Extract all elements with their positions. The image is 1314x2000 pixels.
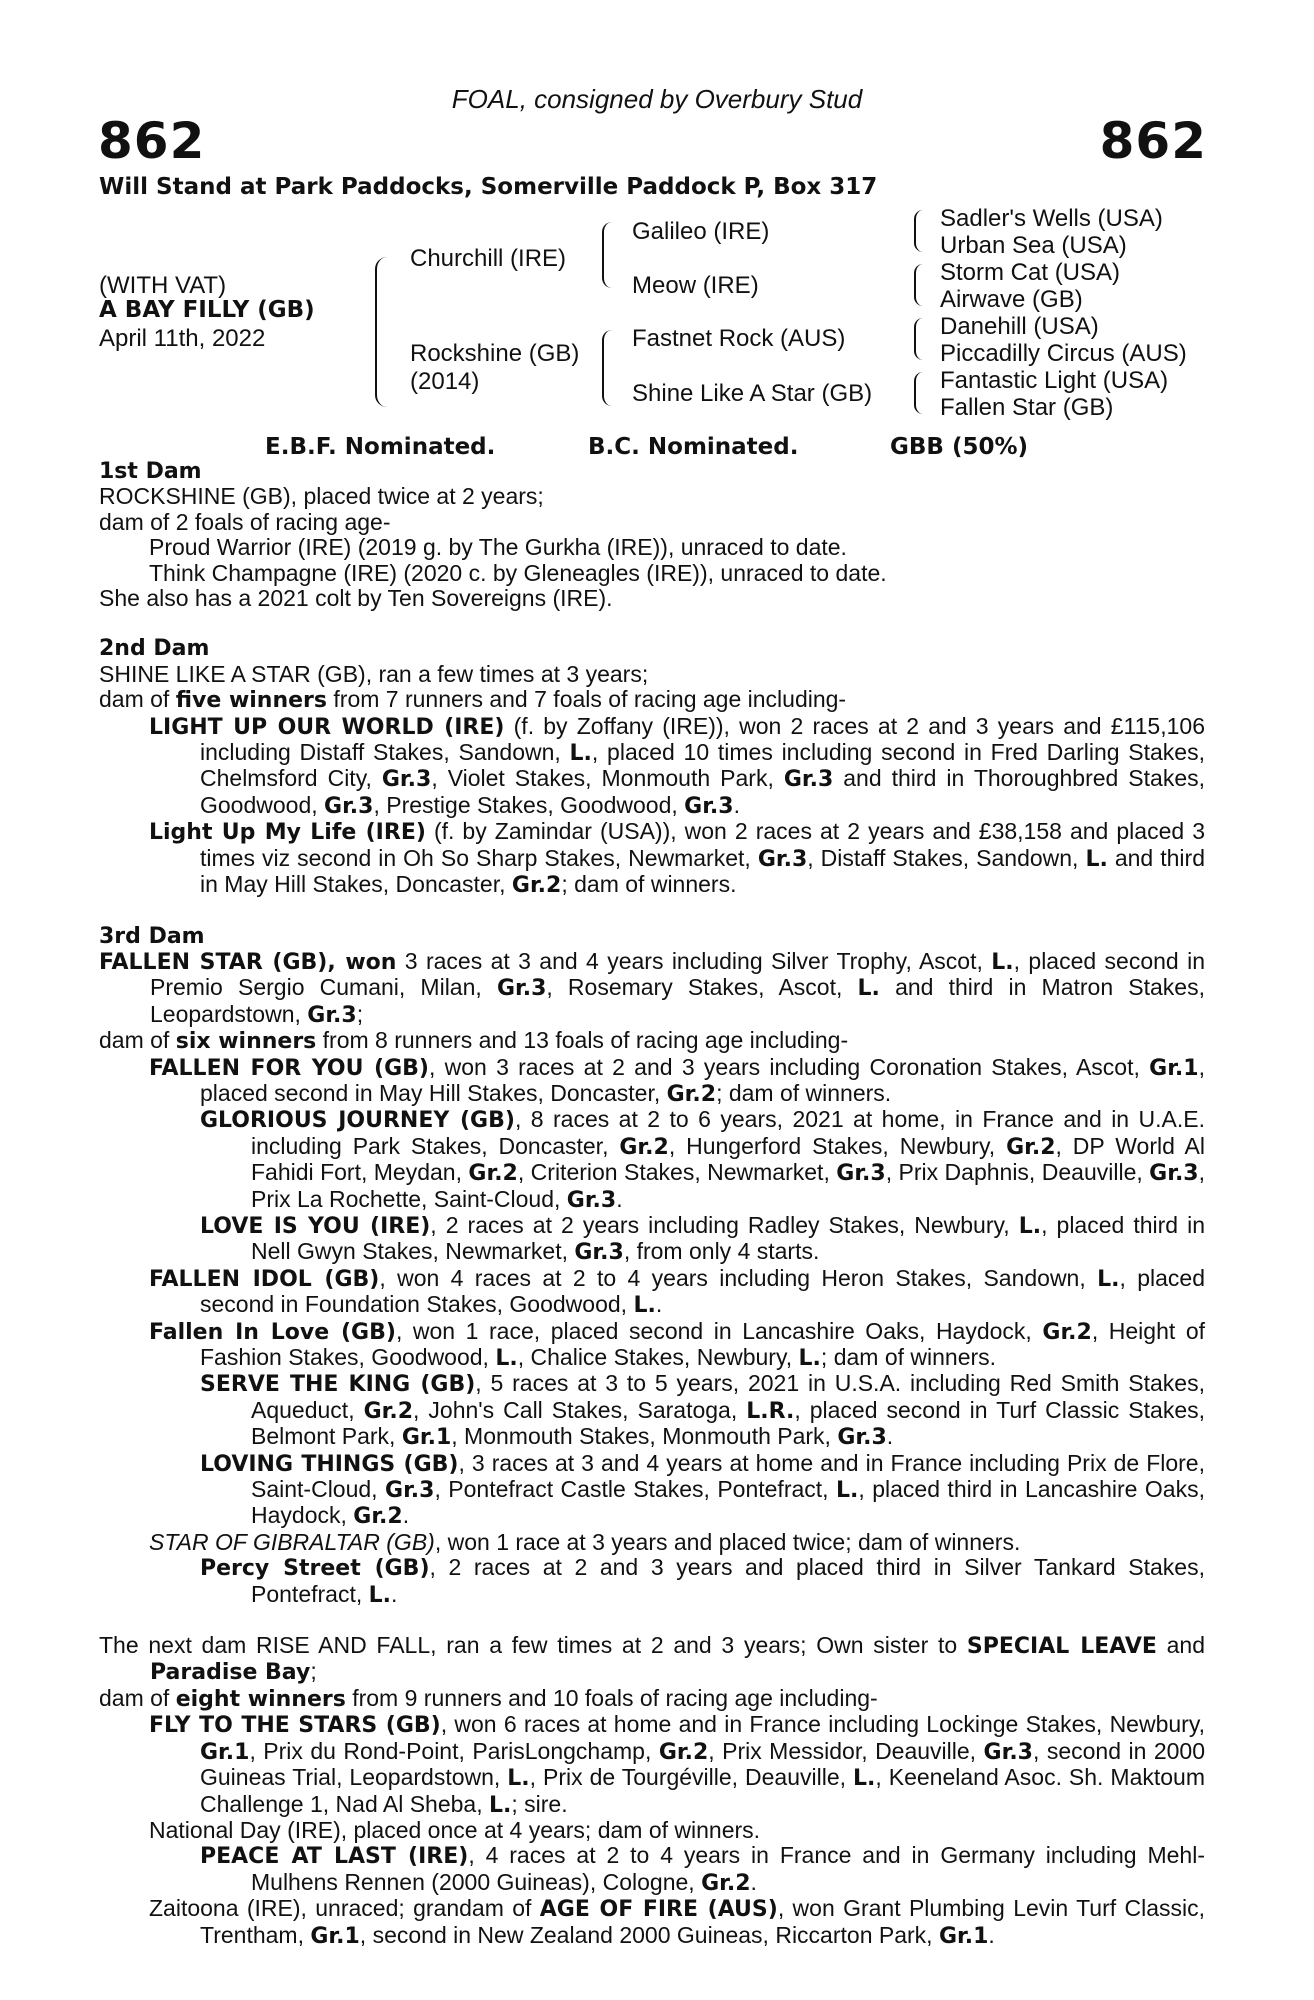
brace-g3-2 [914,264,923,306]
produce-entry: GLORIOUS JOURNEY (GB), 8 races at 2 to 6 years, 2021 at home, in France and in U.A.E. including Park Stakes, Doncaster, Gr.2, Hungerford Stakes, Newbury, Gr.2, DP World Al Fahidi Fort, Meydan, Gr.2, Criterion Stakes, Newmarket, Gr.3, Prix Daphnis, Deauville, Gr.3, Prix La Rochette, Saint-Cloud, Gr.3. [200,1106,1205,1213]
third-dam-record: FALLEN STAR (GB), won 3 races at 3 and 4 years including Silver Trophy, Ascot, L., placed second in Premio Sergio Cumani, Milan, Gr.3, Rosemary Stakes, Ascot, L. and third in Matron Stakes, Leopardstown, Gr.3; [99,947,1205,1028]
first-dam-record: ROCKSHINE (GB), placed twice at 2 years; [99,483,544,510]
horse-name: FLY TO THE STARS (GB) [149,1713,441,1739]
horse-name: LIGHT UP OUR WORLD (IRE) [149,714,505,740]
stand-location: Will Stand at Park Paddocks, Somerville Paddock P, Box 317 [99,174,878,200]
foaling-date: April 11th, 2022 [99,325,266,352]
second-dam-produce-intro: dam of five winners from 7 runners and 7 foals of racing age including- [99,686,847,714]
horse-name: Light Up My Life (IRE) [149,820,426,846]
next-dam-produce-intro: dam of eight winners from 9 runners and 10 foals of racing age including- [99,1684,878,1712]
produce-entry: PEACE AT LAST (IRE), 4 races at 2 to 4 years in France and in Germany including Mehl-Mulhens Rennen (2000 Guineas), Cologne, Gr.2. [200,1842,1205,1896]
horse-name: FALLEN IDOL (GB) [149,1266,380,1292]
produce-entry: Fallen In Love (GB), won 1 race, placed second in Lancashire Oaks, Haydock, Gr.2, Height of Fashion Stakes, Goodwood, L., Chalice Stakes, Newbury, L.; dam of winners. [149,1317,1206,1371]
sire: Churchill (IRE) [410,245,567,272]
brace-main [375,257,387,407]
gbb-rating: GBB (50%) [890,434,1029,460]
produce-entry: LOVING THINGS (GB), 3 races at 3 and 4 years at home and in France including Prix de Flore, Saint-Cloud, Gr.3, Pontefract Castle Stakes, Pontefract, L., placed third in Lancashire Oaks, Haydock, Gr.2. [200,1449,1205,1530]
horse-name: A BAY FILLY (GB) [99,297,315,323]
g3-ancestor: Storm Cat (USA) [940,259,1121,286]
produce-entry: Proud Warrior (IRE) (2019 g. by The Gurkha (IRE)), unraced to date. [149,534,847,561]
g3-ancestor: Sadler's Wells (USA) [940,205,1163,232]
horse-name: GLORIOUS JOURNEY (GB) [200,1108,515,1134]
horse-name: SERVE THE KING (GB) [200,1372,476,1398]
produce-entry: SERVE THE KING (GB), 5 races at 3 to 5 years, 2021 in U.S.A. including Red Smith Stakes, Aqueduct, Gr.2, John's Call Stakes, Saratoga, L.R., placed second in Turf Classic Stakes, Belmont Park, Gr.1, Monmouth Stakes, Monmouth Park, Gr.3. [200,1370,1205,1451]
ebf-nomination: E.B.F. Nominated. [265,434,496,460]
g3-ancestor: Urban Sea (USA) [940,232,1127,259]
brace-sire [602,222,612,288]
brace-g3-1 [914,210,923,252]
produce-entry: LOVE IS YOU (IRE), 2 races at 2 years including Radley Stakes, Newbury, L., placed third in Nell Gwyn Stakes, Newmarket, Gr.3, from only 4 starts. [200,1211,1205,1266]
produce-entry: LIGHT UP OUR WORLD (IRE) (f. by Zoffany (IRE)), won 2 races at 2 and 3 years and £115,106 including Distaff Stakes, Sandown, L., placed 10 times including second in Fred Darling Stakes, Chelmsford City, Gr.3, Violet Stakes, Monmouth Park, Gr.3 and third in Thoroughbred Stakes, Goodwood, Gr.3, Prestige Stakes, Goodwood, Gr.3. [149,712,1206,819]
g3-ancestor: Airwave (GB) [940,286,1083,313]
produce-entry: FLY TO THE STARS (GB), won 6 races at home and in France including Lockinge Stakes, Newbury, Gr.1, Prix du Rond-Point, ParisLongchamp, Gr.2, Prix Messidor, Deauville, Gr.3, second in 2000 Guineas Trial, Leopardstown, L., Prix de Tourgéville, Deauville, L., Keeneland Asoc. Sh. Maktoum Challenge 1, Nad Al Sheba, L.; sire. [149,1711,1206,1818]
catalogue-body [99,459,1205,1949]
g3-ancestor: Fantastic Light (USA) [940,367,1169,394]
produce-entry: Think Champagne (IRE) (2020 c. by Gleneagles (IRE)), unraced to date. [149,559,887,586]
second-dam-heading: 2nd Dam [99,636,210,662]
vat-note: (WITH VAT) [99,272,227,299]
produce-entry: FALLEN IDOL (GB), won 4 races at 2 to 4 years including Heron Stakes, Sandown, L., placed second in Foundation Stakes, Goodwood, L.. [149,1264,1205,1319]
sire-dam: Meow (IRE) [632,272,759,299]
horse-name: PEACE AT LAST (IRE) [200,1844,469,1870]
dam: Rockshine (GB) [410,340,580,367]
horse-name: STAR OF GIBRALTAR (GB) [149,1528,435,1555]
g3-ancestor: Fallen Star (GB) [940,394,1114,421]
g3-ancestor: Danehill (USA) [940,313,1099,340]
lot-number-right: 862 [1099,112,1207,170]
dam-year: (2014) [410,368,480,395]
brace-g3-3 [914,318,923,360]
produce-entry: STAR OF GIBRALTAR (GB), won 1 race at 3 years and placed twice; dam of winners. [149,1528,1021,1555]
lot-number-left: 862 [98,112,206,170]
sire-sire: Galileo (IRE) [632,218,770,245]
first-dam-note: She also has a 2021 colt by Ten Sovereigns (IRE). [99,585,613,612]
third-dam-heading: 3rd Dam [99,923,205,949]
horse-name: LOVE IS YOU (IRE) [200,1213,431,1239]
next-dam-record: The next dam RISE AND FALL, ran a few times at 2 and 3 years; Own sister to SPECIAL LEAVE and Paradise Bay; [99,1632,1205,1686]
produce-entry: Light Up My Life (IRE) (f. by Zamindar (USA)), won 2 races at 2 years and £38,158 and placed 3 times viz second in Oh So Sharp Stakes, Newmarket, Gr.3, Distaff Stakes, Sandown, L. and third in May Hill Stakes, Doncaster, Gr.2; dam of winners. [149,818,1205,899]
horse-name: LOVING THINGS (GB) [200,1451,459,1477]
bc-nomination: B.C. Nominated. [588,434,799,460]
horse-name: Fallen In Love (GB) [149,1319,396,1345]
dam-dam: Shine Like A Star (GB) [632,380,873,407]
produce-entry: Zaitoona (IRE), unraced; grandam of AGE OF FIRE (AUS), won Grant Plumbing Levin Turf Classic, Trentham, Gr.1, second in New Zealand 2000 Guineas, Riccarton Park, Gr.1. [149,1895,1206,1949]
first-dam-produce-intro: dam of 2 foals of racing age- [99,508,391,535]
produce-entry: FALLEN FOR YOU (GB), won 3 races at 2 and 3 years including Coronation Stakes, Ascot, Gr.1, placed second in May Hill Stakes, Doncaster, Gr.2; dam of winners. [149,1053,1205,1107]
dam-sire: Fastnet Rock (AUS) [632,325,846,352]
g3-ancestor: Piccadilly Circus (AUS) [940,340,1187,367]
consignor-line: FOAL, consigned by Overbury Stud [451,84,863,114]
brace-dam [602,330,612,406]
horse-name: Percy Street (GB) [200,1556,430,1582]
second-dam-record: SHINE LIKE A STAR (GB), ran a few times at 3 years; [99,660,649,687]
third-dam-produce-intro: dam of six winners from 8 runners and 13 foals of racing age including- [99,1027,849,1055]
produce-entry: Percy Street (GB), 2 races at 2 and 3 years and placed third in Silver Tankard Stakes, Pontefract, L.. [200,1554,1205,1608]
horse-name: FALLEN FOR YOU (GB) [149,1055,429,1081]
first-dam-heading: 1st Dam [99,459,202,484]
brace-g3-4 [914,372,923,414]
produce-entry: National Day (IRE), placed once at 4 years; dam of winners. [149,1816,761,1843]
